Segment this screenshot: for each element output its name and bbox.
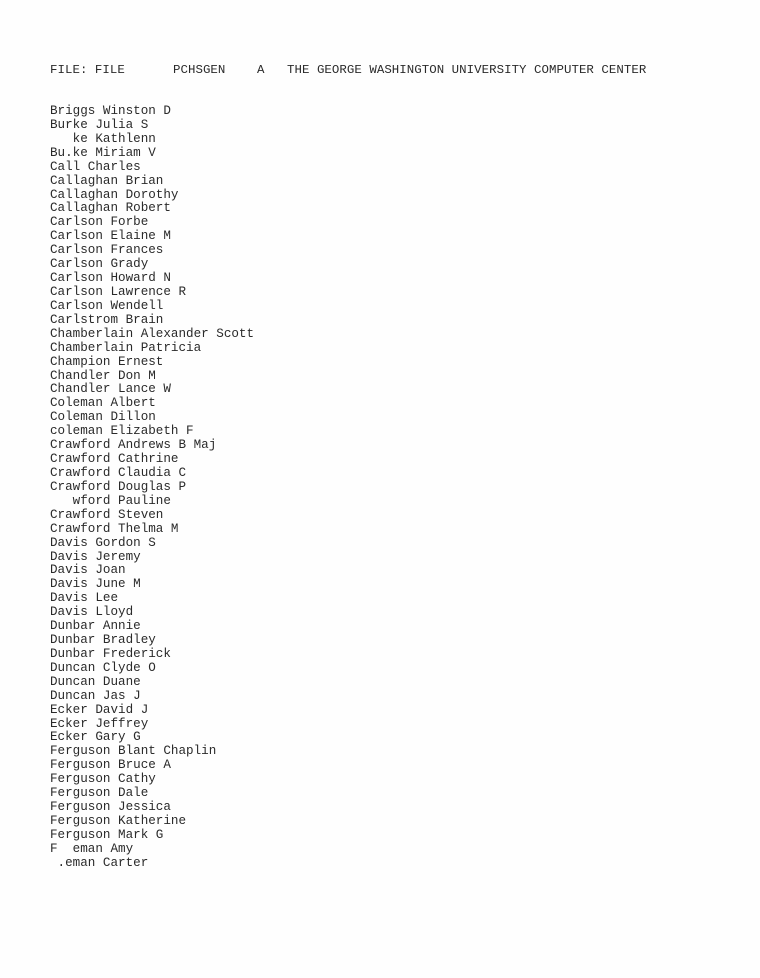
list-item: Carlson Wendell: [50, 298, 164, 313]
list-item: Carlson Frances: [50, 243, 164, 258]
list-item: Crawford Claudia C: [50, 465, 187, 480]
list-item: Ferguson Cathy: [50, 772, 156, 787]
list-item: Duncan Clyde O: [50, 660, 156, 675]
list-item: Briggs Winston D: [50, 104, 171, 118]
list-item: Champion Ernest: [50, 354, 164, 369]
list-item: Carlson Forbe: [50, 215, 149, 230]
list-item: .eman Carter: [50, 855, 149, 870]
list-item: Davis Gordon S: [50, 535, 156, 550]
list-item: Davis June M: [50, 577, 141, 592]
list-item: F eman Amy: [50, 841, 134, 856]
header-file-mode: A: [257, 63, 265, 77]
list-item: Ecker David J: [50, 702, 149, 717]
list-item: Ferguson Dale: [50, 786, 149, 801]
list-item: Dunbar Annie: [50, 619, 141, 634]
list-item: Crawford Andrews B Maj: [50, 438, 217, 453]
list-item: Davis Jeremy: [50, 549, 141, 564]
header-organization: THE GEORGE WASHINGTON UNIVERSITY COMPUTER CENTER: [287, 63, 647, 77]
header-file-name: PCHSGEN: [173, 63, 226, 77]
list-item: coleman Elizabeth F: [50, 424, 194, 439]
list-item: ke Kathlenn: [50, 131, 156, 146]
list-item: Crawford Douglas P: [50, 479, 187, 494]
list-item: Carlson Grady: [50, 257, 149, 272]
list-item: Crawford Cathrine: [50, 452, 179, 467]
list-item: Duncan Jas J: [50, 688, 141, 703]
list-item: Callaghan Dorothy: [50, 187, 179, 202]
list-item: Dunbar Frederick: [50, 646, 171, 661]
list-item: Ferguson Jessica: [50, 800, 171, 815]
printout-header: [50, 63, 646, 77]
list-item: Ferguson Bruce A: [50, 758, 171, 773]
list-item: Carlson Lawrence R: [50, 284, 187, 299]
list-item: Call Charles: [50, 159, 141, 174]
list-item: Ferguson Katherine: [50, 814, 187, 829]
list-item: Ecker Gary G: [50, 730, 141, 745]
list-item: Crawford Thelma M: [50, 521, 179, 536]
list-item: Davis Joan: [50, 563, 126, 578]
name-list: [50, 105, 254, 871]
list-item: Duncan Duane: [50, 674, 141, 689]
list-item: Chandler Don M: [50, 368, 156, 383]
list-item: Ferguson Blant Chaplin: [50, 744, 217, 759]
list-item: Bu.ke Miriam V: [50, 145, 156, 160]
header-file-label: FILE: FILE: [50, 63, 125, 77]
list-item: Coleman Dillon: [50, 410, 156, 425]
list-item: Crawford Steven: [50, 507, 164, 522]
list-item: Chandler Lance W: [50, 382, 171, 397]
list-item: Coleman Albert: [50, 396, 156, 411]
list-item: Burke Julia S: [50, 117, 149, 132]
list-item: Chamberlain Patricia: [50, 340, 202, 355]
list-item: Davis Lee: [50, 591, 119, 606]
list-item: Ferguson Mark G: [50, 827, 164, 842]
list-item: wford Pauline: [50, 493, 171, 508]
list-item: Callaghan Brian: [50, 173, 164, 188]
list-item: Carlson Elaine M: [50, 229, 171, 244]
list-item: Chamberlain Alexander Scott: [50, 326, 255, 341]
list-item: Carlstrom Brain: [50, 312, 164, 327]
list-item: Carlson Howard N: [50, 271, 171, 286]
list-item: Ecker Jeffrey: [50, 716, 149, 731]
list-item: Dunbar Bradley: [50, 633, 156, 648]
list-item: Davis Lloyd: [50, 605, 134, 620]
list-item: Callaghan Robert: [50, 201, 171, 216]
